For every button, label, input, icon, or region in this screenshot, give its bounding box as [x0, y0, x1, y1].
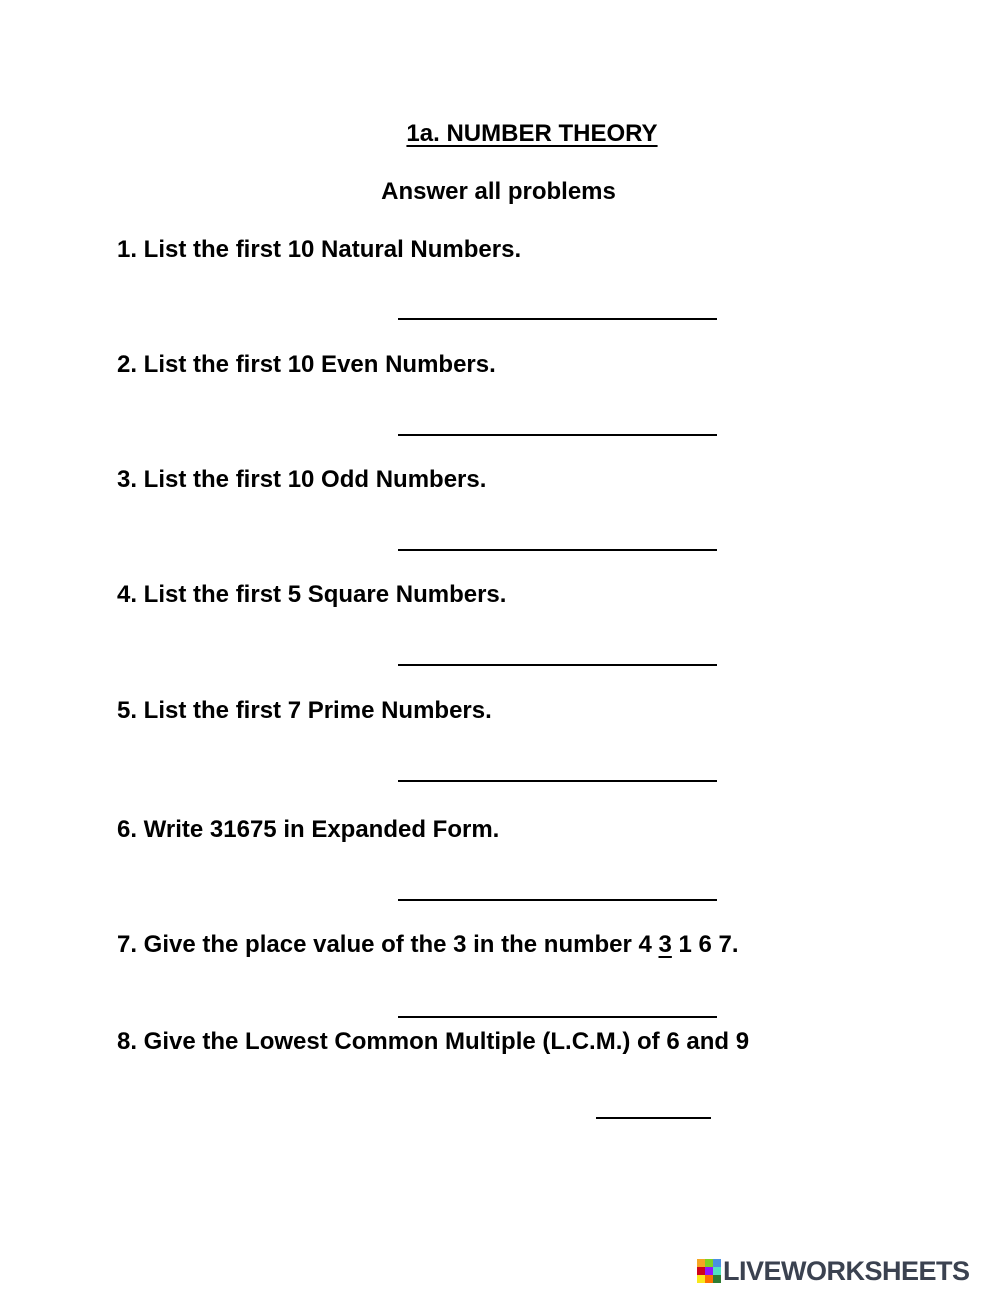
answer-line-8[interactable] — [596, 1117, 711, 1119]
logo-tile — [705, 1275, 713, 1283]
liveworksheets-wordmark: LIVEWORKSHEETS — [723, 1256, 970, 1286]
question-6: 6. Write 31675 in Expanded Form. — [117, 816, 500, 843]
answer-line-4[interactable] — [398, 664, 717, 666]
logo-tile — [713, 1259, 721, 1267]
answer-line-3[interactable] — [398, 549, 717, 551]
logo-tile — [697, 1267, 705, 1275]
logo-tile — [697, 1275, 705, 1283]
question-7-text-after: 1 6 7. — [671, 931, 739, 958]
question-7 — [117, 931, 739, 959]
question-3: 3. List the first 10 Odd Numbers. — [117, 466, 487, 493]
question-5: 5. List the first 7 Prime Numbers. — [117, 697, 492, 724]
liveworksheets-brand[interactable] — [697, 1256, 970, 1286]
question-1: 1. List the first 10 Natural Numbers. — [117, 236, 522, 263]
logo-tile — [713, 1275, 721, 1283]
worksheet-title: 1a. NUMBER THEORY — [406, 120, 658, 147]
question-8: 8. Give the Lowest Common Multiple (L.C.M.) of 6 and 9 — [117, 1028, 750, 1055]
question-7-underlined-digit: 3 — [658, 931, 672, 958]
logo-tile — [697, 1259, 705, 1267]
question-4: 4. List the first 5 Square Numbers. — [117, 581, 507, 608]
answer-line-7[interactable] — [398, 1016, 717, 1018]
logo-tile — [705, 1259, 713, 1267]
answer-line-1[interactable] — [398, 318, 717, 320]
liveworksheets-logo-icon — [697, 1259, 721, 1283]
logo-tile — [705, 1267, 713, 1275]
answer-line-5[interactable] — [398, 780, 717, 782]
logo-tile — [713, 1267, 721, 1275]
worksheet-instruction: Answer all problems — [381, 178, 616, 205]
answer-line-2[interactable] — [398, 434, 717, 436]
question-7-text-before: 7. Give the place value of the 3 in the number 4 — [117, 931, 659, 958]
question-2: 2. List the first 10 Even Numbers. — [117, 351, 496, 378]
answer-line-6[interactable] — [398, 899, 717, 901]
